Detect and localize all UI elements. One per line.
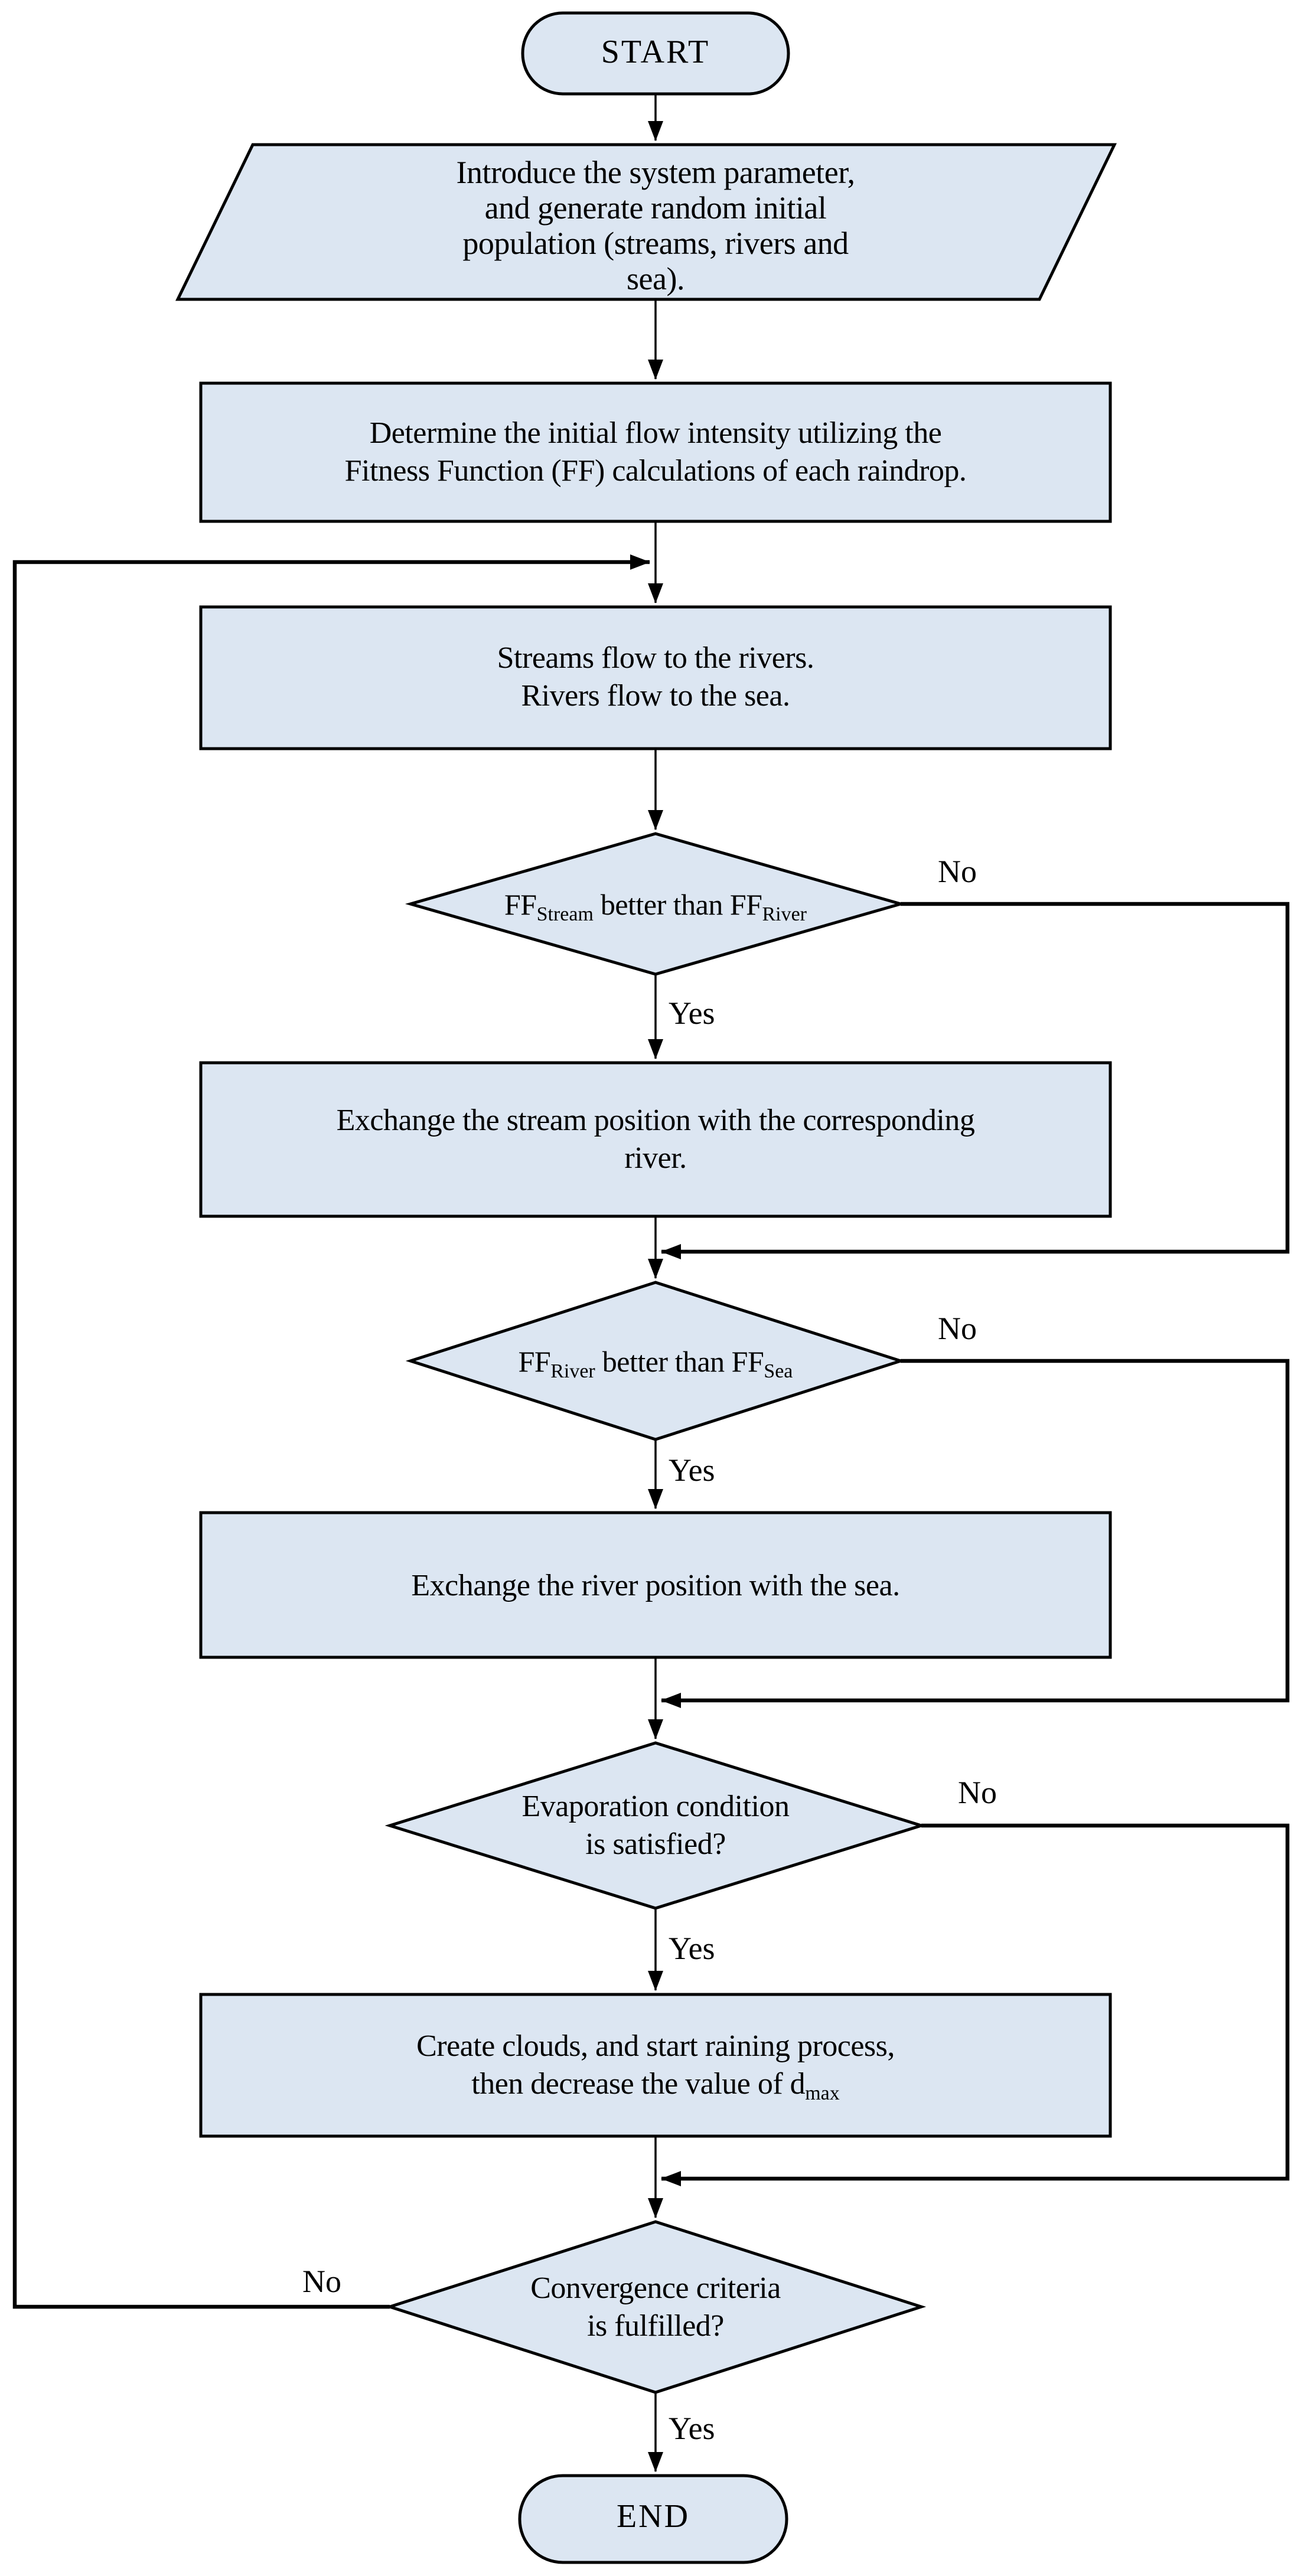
text-line: Exchange the stream position with the corresponding: [336, 1103, 975, 1137]
yes-label-evaporation: Yes: [669, 1931, 715, 1966]
text-line: Introduce the system parameter,: [456, 155, 855, 190]
text-line: Create clouds, and start raining process,: [416, 2029, 895, 2063]
evaporation-label: [449, 1788, 862, 1863]
init-label: [248, 155, 1063, 296]
end-label: END: [616, 2498, 690, 2535]
flow-label: [207, 639, 1104, 715]
text-line: Exchange the river position with the sea.: [411, 1569, 900, 1602]
text-line: Rivers flow to the sea.: [521, 679, 790, 713]
comparison-text: better than FF: [593, 888, 762, 921]
text-line: Convergence criteria: [530, 2271, 781, 2305]
text-line: population (streams, rivers and: [462, 226, 849, 261]
ff-subscript: River: [550, 1360, 595, 1382]
text-line: river.: [624, 1141, 687, 1175]
text-line: [207, 2065, 1104, 2103]
dmax-subscript: max: [805, 2082, 840, 2104]
ff-subscript: River: [762, 903, 807, 925]
text-line: Streams flow to the rivers.: [497, 641, 814, 675]
no-label-convergence: No: [302, 2264, 341, 2299]
ff-subscript: Stream: [536, 903, 594, 925]
text-line: and generate random initial: [484, 190, 827, 226]
text-line: sea).: [627, 261, 684, 296]
no-label-ffriver: No: [938, 1311, 977, 1346]
rain-line2-text: then decrease the value of d: [471, 2067, 806, 2101]
ff-subscript: Sea: [764, 1360, 793, 1382]
yes-label-ffstream: Yes: [669, 995, 715, 1031]
yes-label-convergence: Yes: [669, 2411, 715, 2446]
convergence-label: [449, 2270, 862, 2345]
text-line: is satisfied?: [585, 1827, 726, 1861]
start-label: START: [601, 34, 710, 70]
no-label-evaporation: No: [958, 1775, 997, 1810]
ff-symbol: FF: [518, 1345, 551, 1378]
exchange-river-label: [207, 1567, 1104, 1605]
yes-label-ffriver: Yes: [669, 1452, 715, 1488]
ffriver-label: [413, 1343, 898, 1380]
text-line: Determine the initial flow intensity utilizing the: [369, 416, 942, 450]
comparison-text: better than FF: [595, 1345, 764, 1378]
text-line: Fitness Function (FF) calculations of each raindrop.: [344, 454, 967, 488]
text-line: is fulfilled?: [587, 2309, 724, 2343]
rain-label: [207, 2028, 1104, 2103]
no-label-ffstream: No: [938, 854, 977, 889]
determine-label: [207, 414, 1104, 490]
ffstream-label: [413, 886, 898, 923]
ff-symbol: FF: [504, 888, 537, 921]
text-line: Evaporation condition: [521, 1790, 790, 1823]
exchange-stream-label: [207, 1102, 1104, 1177]
